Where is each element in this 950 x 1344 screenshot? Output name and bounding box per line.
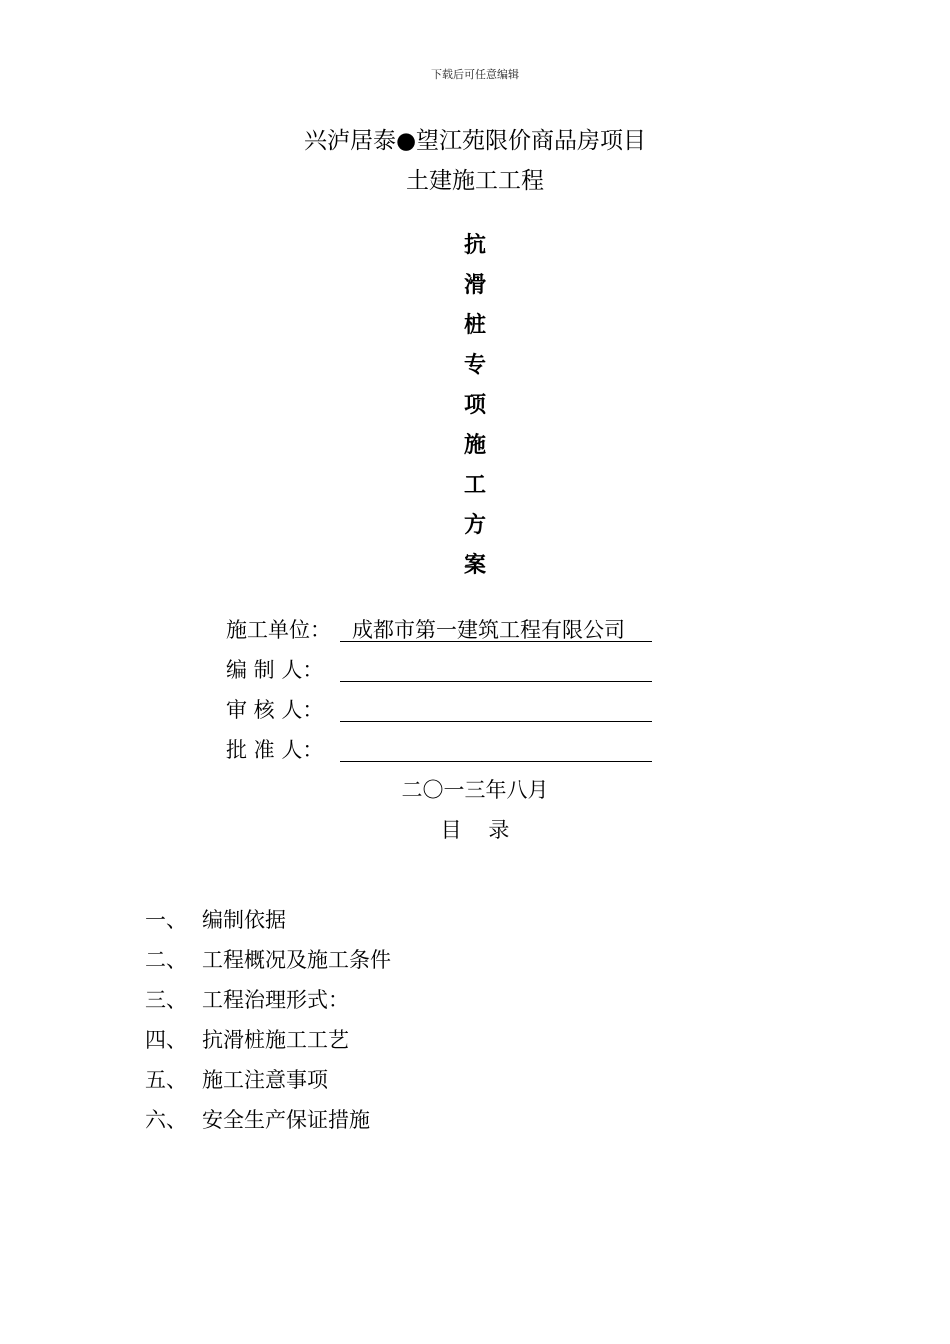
toc-item-number: 六、	[145, 1108, 187, 1132]
vertical-title-char: 项	[463, 393, 486, 418]
toc-title: 目 录	[440, 818, 510, 842]
vertical-title-char: 工	[463, 473, 486, 498]
construction-unit-value: 成都市第一建筑工程有限公司	[352, 618, 625, 642]
form-label: 批 准 人：	[226, 738, 324, 762]
vertical-title-char: 方	[463, 513, 486, 538]
form-underline	[340, 694, 652, 722]
toc-item-number: 四、	[145, 1028, 187, 1052]
toc-item-number: 三、	[145, 988, 187, 1012]
toc-item-text: 安全生产保证措施	[202, 1108, 370, 1132]
toc-item-text: 工程治理形式：	[202, 988, 349, 1012]
project-subtitle: 土建施工工程	[406, 168, 544, 194]
toc-item-text: 施工注意事项	[202, 1068, 328, 1092]
document-date: 二〇一三年八月	[401, 778, 549, 802]
form-label: 审 核 人：	[226, 698, 324, 722]
vertical-title-char: 桩	[463, 313, 486, 338]
vertical-title-char: 施	[463, 433, 486, 458]
vertical-title-char: 案	[463, 553, 486, 578]
toc-item-text: 抗滑桩施工工艺	[202, 1028, 349, 1052]
toc-item-text: 工程概况及施工条件	[202, 948, 391, 972]
vertical-title-char: 抗	[463, 233, 486, 258]
toc-item-number: 一、	[145, 908, 187, 932]
form-underline	[340, 614, 652, 642]
form-label: 编 制 人：	[226, 658, 324, 682]
toc-item-text: 编制依据	[202, 908, 286, 932]
form-underline	[340, 654, 652, 682]
vertical-title-char: 专	[463, 353, 486, 378]
header-note: 下载后可任意编辑	[431, 68, 519, 81]
form-underline	[340, 734, 652, 762]
project-title: 兴泸居泰●望江苑限价商品房项目	[303, 128, 647, 154]
vertical-title-char: 滑	[463, 273, 486, 298]
form-label: 施工单位：	[226, 618, 331, 642]
toc-item-number: 二、	[145, 948, 187, 972]
toc-item-number: 五、	[145, 1068, 187, 1092]
